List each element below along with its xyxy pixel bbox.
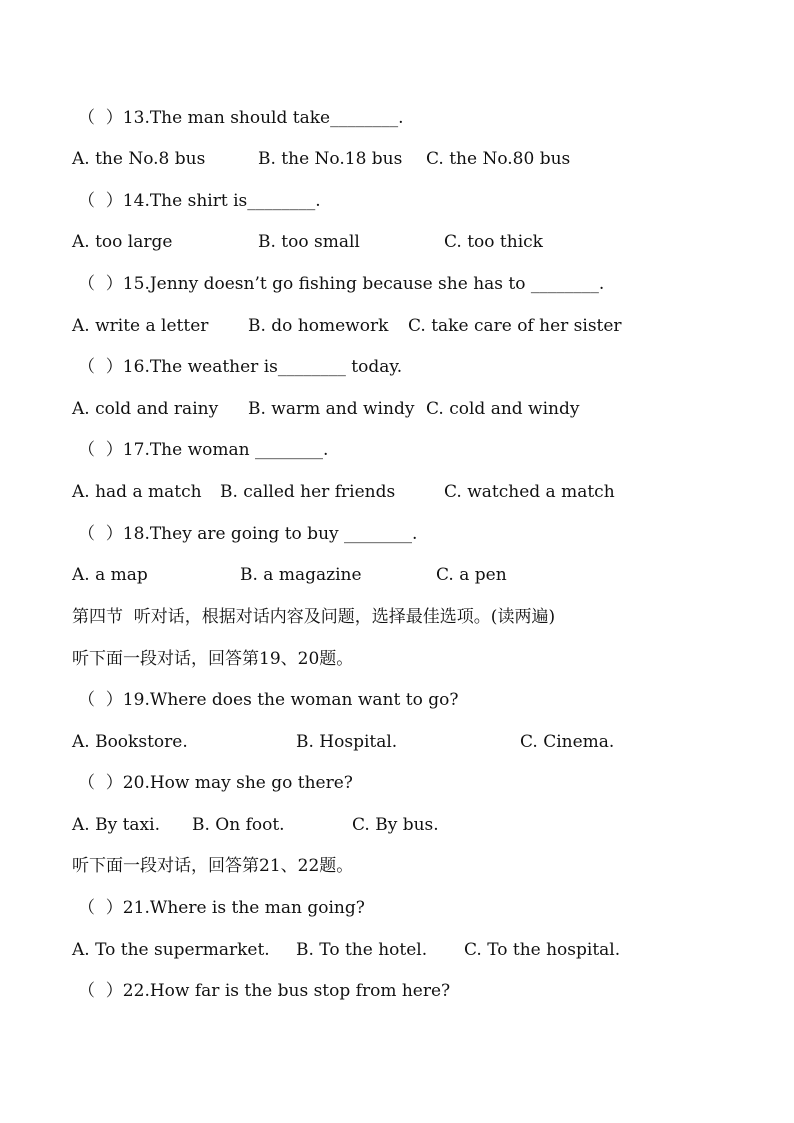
options-20	[72, 814, 772, 836]
option-c: C. To the hospital.	[464, 940, 621, 960]
option-c: C. By bus.	[352, 815, 439, 835]
option-a: A. had a match	[72, 482, 202, 502]
options-19	[72, 731, 772, 753]
option-a: A. To the supermarket.	[72, 940, 270, 960]
options-21	[72, 939, 772, 961]
option-c: C. watched a match	[444, 482, 615, 502]
option-b: B. Hospital.	[296, 732, 398, 752]
options-14	[72, 231, 772, 253]
section-heading: 第四节 听对话，根据对话内容及问题，选择最佳选项。(读两遍)	[72, 607, 556, 627]
option-b: B. the No.18 bus	[258, 149, 403, 169]
option-a: A. By taxi.	[72, 815, 160, 835]
options-17	[72, 481, 772, 503]
option-b: B. too small	[258, 232, 360, 252]
question-18: （ ）18.They are going to buy ________.	[78, 524, 418, 544]
question-16: （ ）16.The weather is________ today.	[78, 357, 403, 377]
option-a: A. the No.8 bus	[72, 149, 206, 169]
options-16	[72, 398, 772, 420]
option-a: A. write a letter	[72, 316, 209, 336]
question-15: （ ）15.Jenny doesn’t go fishing because she has to ________.	[78, 274, 605, 294]
option-c: C. cold and windy	[426, 399, 580, 419]
section-intro: 听下面一段对话，回答第19、20题。	[72, 649, 354, 669]
options-13	[72, 148, 772, 170]
option-b: B. On foot.	[192, 815, 285, 835]
option-a: A. too large	[72, 232, 173, 252]
option-c: C. take care of her sister	[408, 316, 622, 336]
option-b: B. warm and windy	[248, 399, 415, 419]
options-15	[72, 315, 772, 337]
option-b: B. do homework	[248, 316, 389, 336]
question-22: （ ）22.How far is the bus stop from here?	[78, 981, 451, 1001]
section-intro: 听下面一段对话，回答第21、22题。	[72, 856, 354, 876]
question-20: （ ）20.How may she go there?	[78, 773, 353, 793]
option-b: B. called her friends	[220, 482, 396, 502]
option-a: A. Bookstore.	[72, 732, 188, 752]
question-19: （ ）19.Where does the woman want to go?	[78, 690, 459, 710]
option-b: B. To the hotel.	[296, 940, 428, 960]
option-a: A. a map	[72, 565, 148, 585]
option-c: C. the No.80 bus	[426, 149, 571, 169]
option-c: C. a pen	[436, 565, 507, 585]
question-17: （ ）17.The woman ________.	[78, 440, 329, 460]
option-c: C. too thick	[444, 232, 543, 252]
option-a: A. cold and rainy	[72, 399, 219, 419]
question-14: （ ）14.The shirt is________.	[78, 191, 321, 211]
option-c: C. Cinema.	[520, 732, 615, 752]
options-18	[72, 564, 772, 586]
question-13: （ ）13.The man should take________.	[78, 108, 404, 128]
question-21: （ ）21.Where is the man going?	[78, 898, 365, 918]
option-b: B. a magazine	[240, 565, 362, 585]
